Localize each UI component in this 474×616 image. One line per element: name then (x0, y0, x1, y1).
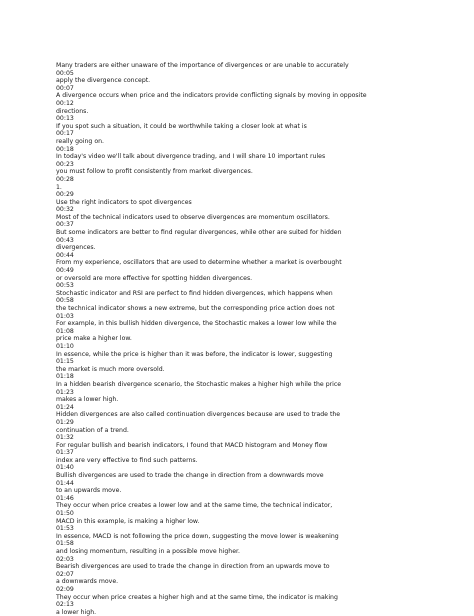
timestamp-line: 01:50 (56, 510, 74, 518)
timestamp-line: 01:23 (56, 388, 74, 396)
transcript-line: to an upwards move. (56, 487, 122, 495)
transcript-line: For example, in this bullish hidden divergence, the Stochastic makes a lower low while the (56, 320, 337, 328)
transcript-line: In a hidden bearish divergence scenario, the Stochastic makes a higher high while the price (56, 380, 342, 388)
transcript-line: price make a higher low. (56, 335, 132, 343)
timestamp-line: 00:05 (56, 69, 74, 77)
transcript-line: you must follow to profit consistently from market divergences. (56, 168, 253, 176)
transcript-line: apply the divergence concept. (56, 77, 151, 85)
timestamp-line: 00:12 (56, 99, 74, 107)
timestamp-line: 00:28 (56, 175, 74, 183)
timestamp-line: 00:53 (56, 282, 74, 290)
transcript-line: For regular bullish and bearish indicators, I found that MACD histogram and Money flow (56, 441, 328, 449)
transcript-line: If you spot such a situation, it could be worthwhile taking a closer look at what is (56, 122, 307, 130)
transcript-line: the market is much more oversold. (56, 365, 165, 373)
timestamp-line: 00:44 (56, 251, 74, 259)
timestamp-line: 00:43 (56, 236, 74, 244)
timestamp-line: 00:32 (56, 206, 74, 214)
transcript-line: Bearish divergences are used to trade the change in direction from an upwards move to (56, 563, 330, 571)
timestamp-line: 00:18 (56, 145, 74, 153)
transcript-line: Hidden divergences are also called continuation divergences because are used to trade the (56, 411, 341, 419)
transcript-line: They occur when price creates a higher high and at the same time, the indicator is making (56, 593, 338, 601)
transcript-line: a lower high. (56, 608, 97, 616)
timestamp-line: 00:37 (56, 221, 74, 229)
timestamp-line: 01:32 (56, 434, 74, 442)
timestamp-line: 00:49 (56, 267, 74, 275)
timestamp-line: 02:03 (56, 555, 74, 563)
timestamp-line: 01:29 (56, 418, 74, 426)
transcript-line: a downwards move. (56, 578, 119, 586)
transcript-line: continuation of a trend. (56, 426, 129, 434)
timestamp-line: 01:10 (56, 342, 74, 350)
transcript-line: They occur when price creates a lower low and at the same time, the technical indicator, (56, 502, 333, 510)
timestamp-line: 00:13 (56, 115, 74, 123)
timestamp-line: 00:29 (56, 191, 74, 199)
transcript-line: the technical indicator shows a new extreme, but the corresponding price action does not (56, 305, 335, 312)
timestamp-line: 00:58 (56, 297, 74, 305)
transcript-line: In today's video we'll talk about divergence trading, and I will share 10 important rules (56, 153, 326, 161)
timestamp-line: 02:09 (56, 585, 74, 593)
transcript-line: index are very effective to find such patterns. (56, 456, 198, 464)
timestamp-line: 00:23 (56, 160, 74, 168)
timestamp-line: 01:37 (56, 449, 74, 457)
timestamp-line: 01:46 (56, 494, 74, 502)
timestamp-line: 00:17 (56, 130, 74, 138)
timestamp-line: 01:40 (56, 464, 74, 472)
transcript-line: Use the right indicators to spot divergences (56, 198, 192, 206)
transcript-line: directions. (56, 107, 89, 115)
transcript-line: MACD in this example, is making a higher low. (56, 517, 200, 525)
timestamp-line: 01:53 (56, 525, 74, 533)
transcript-line: 1. (56, 183, 62, 191)
transcript-line: Many traders are either unaware of the importance of divergences or are unable to accurately (56, 62, 349, 69)
transcript-line: really going on. (56, 137, 104, 145)
timestamp-line: 01:03 (56, 312, 74, 320)
transcript-line: or oversold are more effective for spotting hidden divergences. (56, 274, 253, 282)
transcript-line: Stochastic indicator and RSI are perfect to find hidden divergences, which happens when (56, 289, 333, 297)
transcript-line: In essence, while the price is higher than it was before, the indicator is lower, suggesting (56, 350, 333, 358)
transcript-line: In essence, MACD is not following the price down, suggesting the move lower is weakening (56, 532, 339, 540)
transcript-line: makes a lower high. (56, 396, 119, 404)
timestamp-line: 01:44 (56, 479, 74, 487)
transcript-line: divergences. (56, 244, 96, 252)
transcript-line: From my experience, oscillators that are used to determine whether a market is overbought (56, 259, 342, 267)
timestamp-line: 02:07 (56, 570, 74, 578)
transcript-line: A divergence occurs when price and the indicators provide conflicting signals by moving in opposite (56, 92, 367, 100)
transcript-line: and losing momentum, resulting in a possible move higher. (56, 548, 240, 555)
timestamp-line: 02:13 (56, 601, 74, 609)
transcript-text (56, 62, 456, 616)
timestamp-line: 00:07 (56, 84, 74, 92)
transcript-line: Most of the technical indicators used to observe divergences are momentum oscillators. (56, 213, 330, 221)
transcript-line: But some indicators are better to find regular divergences, while other are suited for hidden (56, 229, 342, 237)
timestamp-line: 01:08 (56, 327, 74, 335)
timestamp-line: 01:15 (56, 358, 74, 366)
timestamp-line: 01:18 (56, 373, 74, 381)
timestamp-line: 01:58 (56, 540, 74, 548)
timestamp-line: 01:24 (56, 403, 74, 411)
transcript-line: Bullish divergences are used to trade the change in direction from a downwards move (56, 472, 324, 480)
